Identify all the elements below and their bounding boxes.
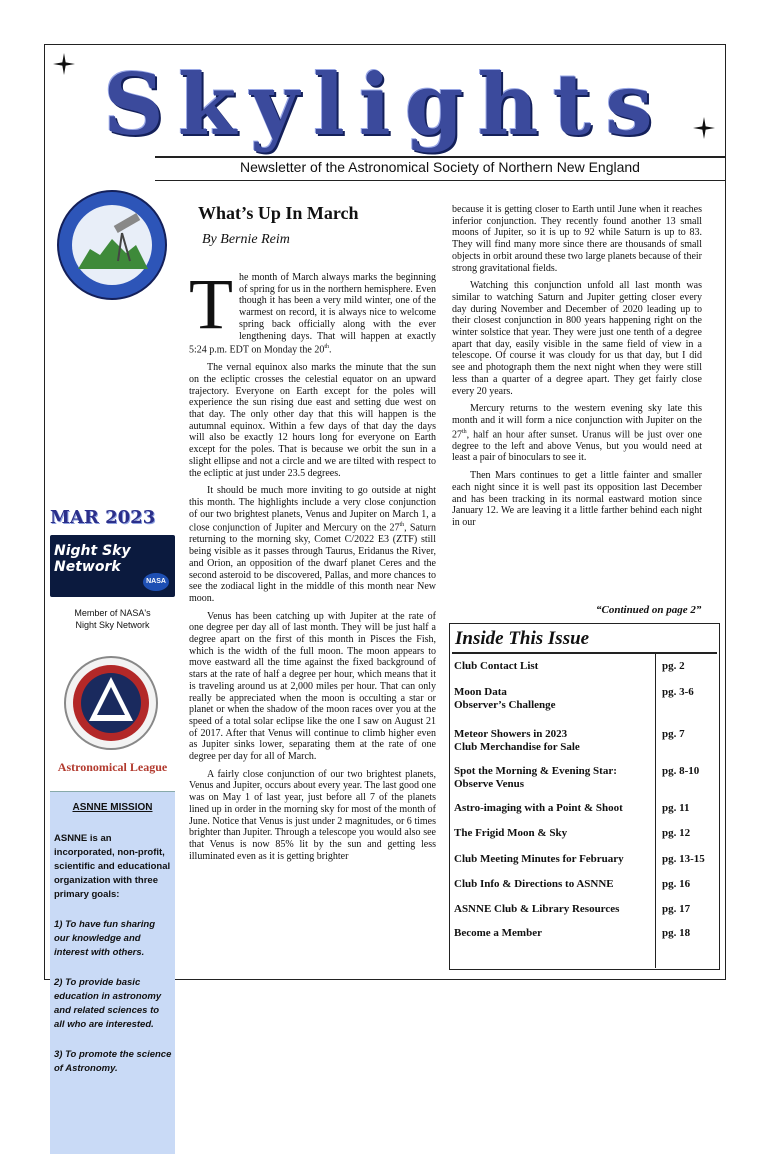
mission-box (50, 791, 175, 1154)
inside-this-issue-box (449, 623, 720, 970)
continued-note: “Continued on page 2” (596, 604, 702, 616)
night-sky-network-badge (50, 535, 175, 597)
article-paragraph: because it is getting closer to Earth until June when it reaches inferior conjunction. They recently found another 13 small moons of Jupiter, so it is up to 92 while Saturn is up to 83. They will find many more since there are thousands of small objects in orbit around these two large planets because of their strong gravitational fields. (452, 204, 702, 274)
nasa-logo: NASA (143, 573, 169, 591)
article-byline: By Bernie Reim (202, 232, 290, 247)
nsn-caption (50, 607, 175, 631)
inside-title: Inside This Issue (455, 628, 590, 649)
divider (655, 653, 656, 968)
article-paragraph: Mercury returns to the western evening sky late this month and it will form a nice conjunction with Jupiter on the 27th, half an hour after sunset. Uranus will be just over one degree to the left and above Venus, but you would need at least a pair of binoculars to see it. (452, 403, 702, 464)
mission-goal: 1) To have fun sharing our knowledge and interest with others. (54, 919, 155, 958)
astronomical-league-logo (63, 655, 159, 751)
toc-page: pg. 16 (662, 878, 691, 890)
divider (155, 180, 725, 181)
toc-page: pg. 17 (662, 903, 691, 915)
article-paragraph: It should be much more inviting to go outside at night this month. The highlights include a very close conjunction of our two brightest planets, Venus and Jupiter on March 1, a close conjunction of Jupiter and Mercury on the 27th, Saturn returning to the morning sky, Comet C/2022 E3 (ZTF) still being visible as it passes through Taurus, Eridanus the River, and Orion, an opposition of the dwarf planet Ceres and the second asteroid to be discovered, Pallas, and more chances to see the zodiacal light in the middle of this month near New moon. (189, 485, 437, 604)
article-paragraph: A fairly close conjunction of our two brightest planets, Venus and Jupiter, occurs about every year. The last good one was on May 1 of last year, just before all 7 of the planets lined up in order in the morning sky for most of the month of June. Notice that Venus is just under 2 magnitudes, or 6 times brighter than Jupiter. Through a telescope you would also see that Venus is now 85% lit by the sun and getting less illuminated even as it is getting brighter (189, 768, 436, 862)
toc-item: Meteor Showers in 2023 Club Merchandise for Sale (454, 728, 580, 753)
article-column-1 (189, 264, 437, 868)
toc-page: pg. 8-10 (662, 765, 700, 777)
sidebar (50, 185, 175, 1074)
toc-page: pg. 13-15 (662, 853, 705, 865)
article-paragraph: Venus has been catching up with Jupiter at the rate of one degree per day all of last month. They will be just half a degree apart on the first of this month in Pisces the Fish, which is the width of the full moon. The moon appears to move eastward all the time against the fixed background of stars at the rate of half a degree per hour, which means that it is traveling around us at 2,000 miles per hour. That can only really be appreciated when the moon is occulting a star or planet or when the shadow of the moon races over you at the speed of a total solar eclipse like the one I saw on August 21 of 2017. After that Venus will continue to climb higher even as Jupiter sinks lower, separating them at the rate of one degree per day for all of March. (189, 610, 436, 763)
article-paragraph: Then Mars continues to get a little fainter and smaller each night since it is well past its opposition last December and has been tracking in its normal eastward motion since January 12. We are leaving it a little farther behind each night in our (452, 470, 702, 528)
article-column-2 (452, 204, 702, 535)
toc-item: Club Meeting Minutes for February (454, 853, 624, 865)
newsletter-title: Skylights (103, 55, 667, 154)
toc-page: pg. 2 (662, 660, 685, 672)
mission-title: ASNNE MISSION (72, 802, 153, 813)
toc-item: Club Info & Directions to ASNNE (454, 878, 614, 890)
article-title: What’s Up In March (198, 203, 359, 223)
toc-page: pg. 18 (662, 927, 691, 939)
newsletter-subtitle: Newsletter of the Astronomical Society of Northern New England (240, 159, 640, 175)
toc-item: Moon Data Observer’s Challenge (454, 686, 556, 711)
toc-page: pg. 11 (662, 802, 690, 814)
dropcap: T (189, 264, 233, 344)
article-paragraph: he month of March always marks the beginning of spring for us in the northern hemisphere. Even though it has been a very mild winter, one of the warmest on record, it is always nice to welcome spring back officially along with the ever lengthening days. That will happen at exactly 5:24 p.m. EDT on Monday the 20th. (189, 272, 436, 356)
masthead (45, 45, 725, 155)
mission-body (54, 832, 172, 1092)
toc-item: ASNNE Club & Library Resources (454, 903, 620, 915)
article-paragraph: Watching this conjunction unfold all last month was similar to watching Saturn and Jupiter getting closer every day during November and December of 2020 leading up to their closest conjunction in 800 years happening right on the winter solstice that year. They were just one tenth of a degree apart that day, easily visible in the same field of view in a telescope. Of course it was cloudy for us that day, but I did see and photograph them the next night when they were still less than a quarter of a degree apart. They get fairly close every 20 years. (452, 280, 702, 397)
divider (155, 156, 725, 158)
astronomical-league-caption: Astronomical League (57, 760, 168, 774)
nsn-caption-line: Member of NASA's (74, 608, 151, 618)
toc-page: pg. 7 (662, 728, 685, 740)
mission-intro: ASNNE is an incorporated, non-profit, scientific and educational organization with three primary goals: (54, 833, 171, 900)
toc-item: The Frigid Moon & Sky (454, 827, 568, 839)
issue-date: MAR 2023 (50, 507, 156, 528)
nsn-caption-line: Night Sky Network (75, 620, 150, 630)
asnne-logo (56, 189, 168, 301)
article-paragraph: The vernal equinox also marks the minute that the sun on the ecliptic crosses the celestial equator on an upward trajectory. Everyone on Earth except for the poles will experience the sun rising due east and setting due west on that day. The only other day that this will happen is the autumnal equinox. Within a few days of that day the days will also be exactly 12 hours long for everyone on Earth except for the poles. That is because we orbit the sun in a slight ellipse and not a circle and we are tilted with respect to the ecliptic at just under 23.5 degrees. (189, 362, 436, 479)
toc-item: Spot the Morning & Evening Star: Observe Venus (454, 765, 617, 790)
toc-item: Become a Member (454, 927, 542, 939)
mission-goal: 3) To promote the science of Astronomy. (54, 1049, 172, 1074)
nsn-badge-title: Night Sky Network (54, 543, 131, 575)
mission-goal: 2) To provide basic education in astronomy and related sciences to all who are interested. (54, 977, 162, 1030)
toc-item: Astro-imaging with a Point & Shoot (454, 802, 623, 814)
toc-page: pg. 3-6 (662, 686, 694, 698)
toc-item: Club Contact List (454, 660, 539, 672)
toc-page: pg. 12 (662, 827, 691, 839)
divider (452, 652, 717, 654)
